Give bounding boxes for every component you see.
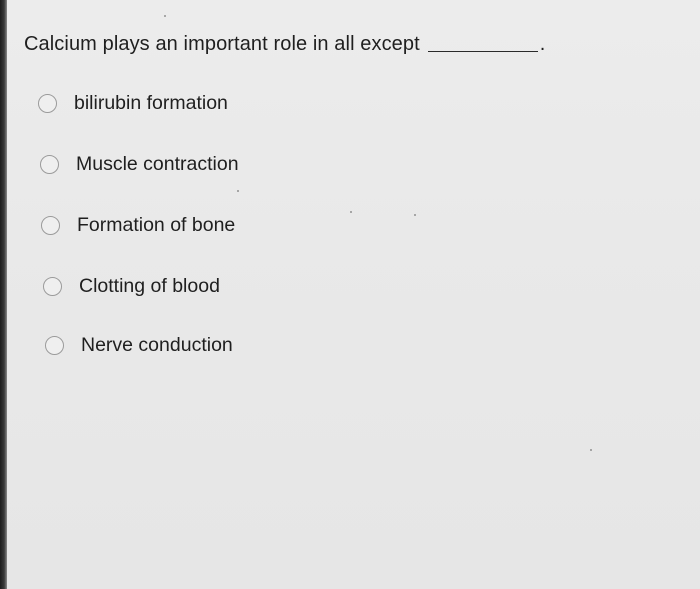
- screen-bezel: [0, 0, 7, 589]
- option-muscle-contraction[interactable]: [40, 152, 239, 176]
- option-bilirubin-formation[interactable]: [38, 91, 228, 115]
- dust-speck: [164, 15, 166, 17]
- radio-button[interactable]: [40, 155, 59, 174]
- option-label: Nerve conduction: [81, 334, 233, 356]
- option-formation-of-bone[interactable]: [41, 213, 235, 237]
- radio-button[interactable]: [38, 94, 57, 113]
- radio-button[interactable]: [41, 216, 60, 235]
- radio-button[interactable]: [43, 277, 62, 296]
- question-panel: [7, 0, 700, 589]
- question-text: Calcium plays an important role in all except: [24, 33, 420, 55]
- dust-speck: [590, 449, 592, 451]
- dust-speck: [237, 190, 239, 192]
- dust-speck: [350, 211, 352, 213]
- question-period: .: [539, 33, 546, 55]
- answer-options: [7, 0, 700, 589]
- option-label: Muscle contraction: [76, 153, 239, 175]
- option-label: Formation of bone: [77, 214, 236, 236]
- radio-button[interactable]: [45, 336, 64, 355]
- option-clotting-of-blood[interactable]: [43, 274, 220, 298]
- option-label: Clotting of blood: [79, 275, 220, 297]
- dust-speck: [414, 214, 416, 216]
- option-label: bilirubin formation: [74, 92, 228, 114]
- option-nerve-conduction[interactable]: [45, 333, 233, 357]
